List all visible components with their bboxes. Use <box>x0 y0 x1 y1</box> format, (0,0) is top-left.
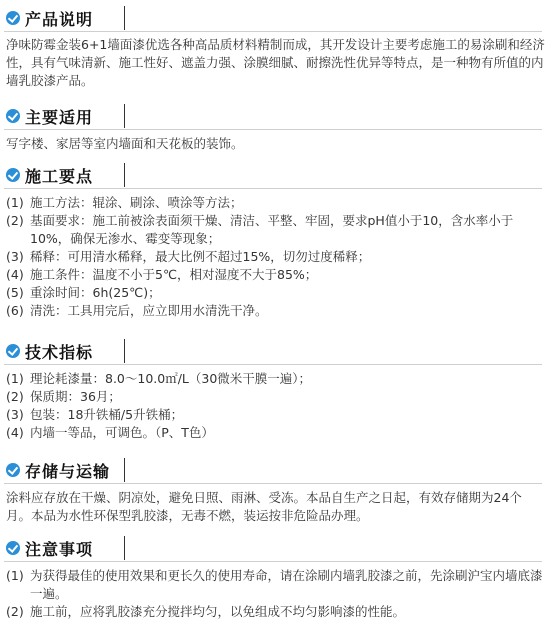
section-divider <box>4 364 542 365</box>
check-circle-icon <box>6 109 20 123</box>
list-item: (4) 内墙一等品，可调色。（P、T色） <box>6 425 214 440</box>
section-header-technical-specs <box>4 339 125 363</box>
list-item: (1) 理论耗漆量：8.0～10.0㎡/L（30微米干膜一遍）； <box>6 371 312 386</box>
section-divider <box>4 188 542 189</box>
construction-points-list <box>6 194 546 320</box>
list-item: (2) 施工前，应将乳胶漆充分搅拌均匀，以免组成不均匀影响漆的性能。 <box>6 604 406 619</box>
check-circle-icon <box>6 541 20 555</box>
section-title: 存储与运输 <box>25 461 111 481</box>
check-circle-icon <box>6 11 20 25</box>
section-paragraph: 净味防霉金装6+1墙面漆优选各种高品质材料精制而成，其开发设计主要考虑施工的易涂刷和经济性，具有气味清新、施工性好、遮盖力强、涂膜细腻、耐擦洗性优异等特点，是一种物有所值的内墙乳胶漆产品。 <box>6 37 545 88</box>
check-circle-icon <box>6 344 20 358</box>
list-item: (4) 施工条件：温度不小于5℃，相对湿度不大于85%； <box>6 267 318 282</box>
section-title: 产品说明 <box>25 9 94 29</box>
section-title: 施工要点 <box>25 166 94 186</box>
list-item: (3) 稀释：可用清水稀释，最大比例不超过15%，切勿过度稀释； <box>6 249 371 264</box>
list-item: (5) 重涂时间：6h(25℃)； <box>6 285 161 300</box>
section-header-main-applications <box>4 104 125 128</box>
check-circle-icon <box>6 463 20 477</box>
section-paragraph: 涂料应存放在干燥、阴凉处，避免日照、雨淋、受冻。本品自生产之日起，有效存储期为24个月。本品为水性环保型乳胶漆，无毒不燃，装运按非危险品办理。 <box>6 490 522 523</box>
technical-specs-list <box>6 370 546 442</box>
list-item: (2) 基面要求：施工前被涂表面须干燥、清洁、平整、牢固，要求pH值小于10，含水率小于10%，确保无渗水、霉变等现象； <box>6 213 514 246</box>
section-divider <box>4 31 542 32</box>
section-header-product-description <box>4 6 125 30</box>
section-title: 主要适用 <box>25 107 94 127</box>
section-title: 技术指标 <box>25 342 94 362</box>
section-title: 注意事项 <box>25 539 94 559</box>
section-header-precautions <box>4 536 125 560</box>
section-paragraph: 写字楼、家居等室内墙面和天花板的装饰。 <box>6 136 244 151</box>
list-item: (1) 施工方法：辊涂、刷涂、喷涂等方法； <box>6 195 243 210</box>
section-divider <box>4 561 542 562</box>
section-divider <box>4 483 542 484</box>
check-circle-icon <box>6 168 20 182</box>
list-item: (3) 包装：18升铁桶/5升铁桶； <box>6 407 184 422</box>
section-header-storage-transport <box>4 458 125 482</box>
list-item: (6) 清洗：工具用完后，应立即用水清洗干净。 <box>6 303 268 318</box>
section-divider <box>4 129 542 130</box>
section-header-construction-points <box>4 163 125 187</box>
list-item: (2) 保质期：36月； <box>6 389 121 404</box>
list-item: (1) 为获得最佳的使用效果和更长久的使用寿命，请在涂刷内墙乳胶漆之前，先涂刷沪宝内墙底漆一遍。 <box>6 568 543 601</box>
precautions-list <box>6 567 546 621</box>
